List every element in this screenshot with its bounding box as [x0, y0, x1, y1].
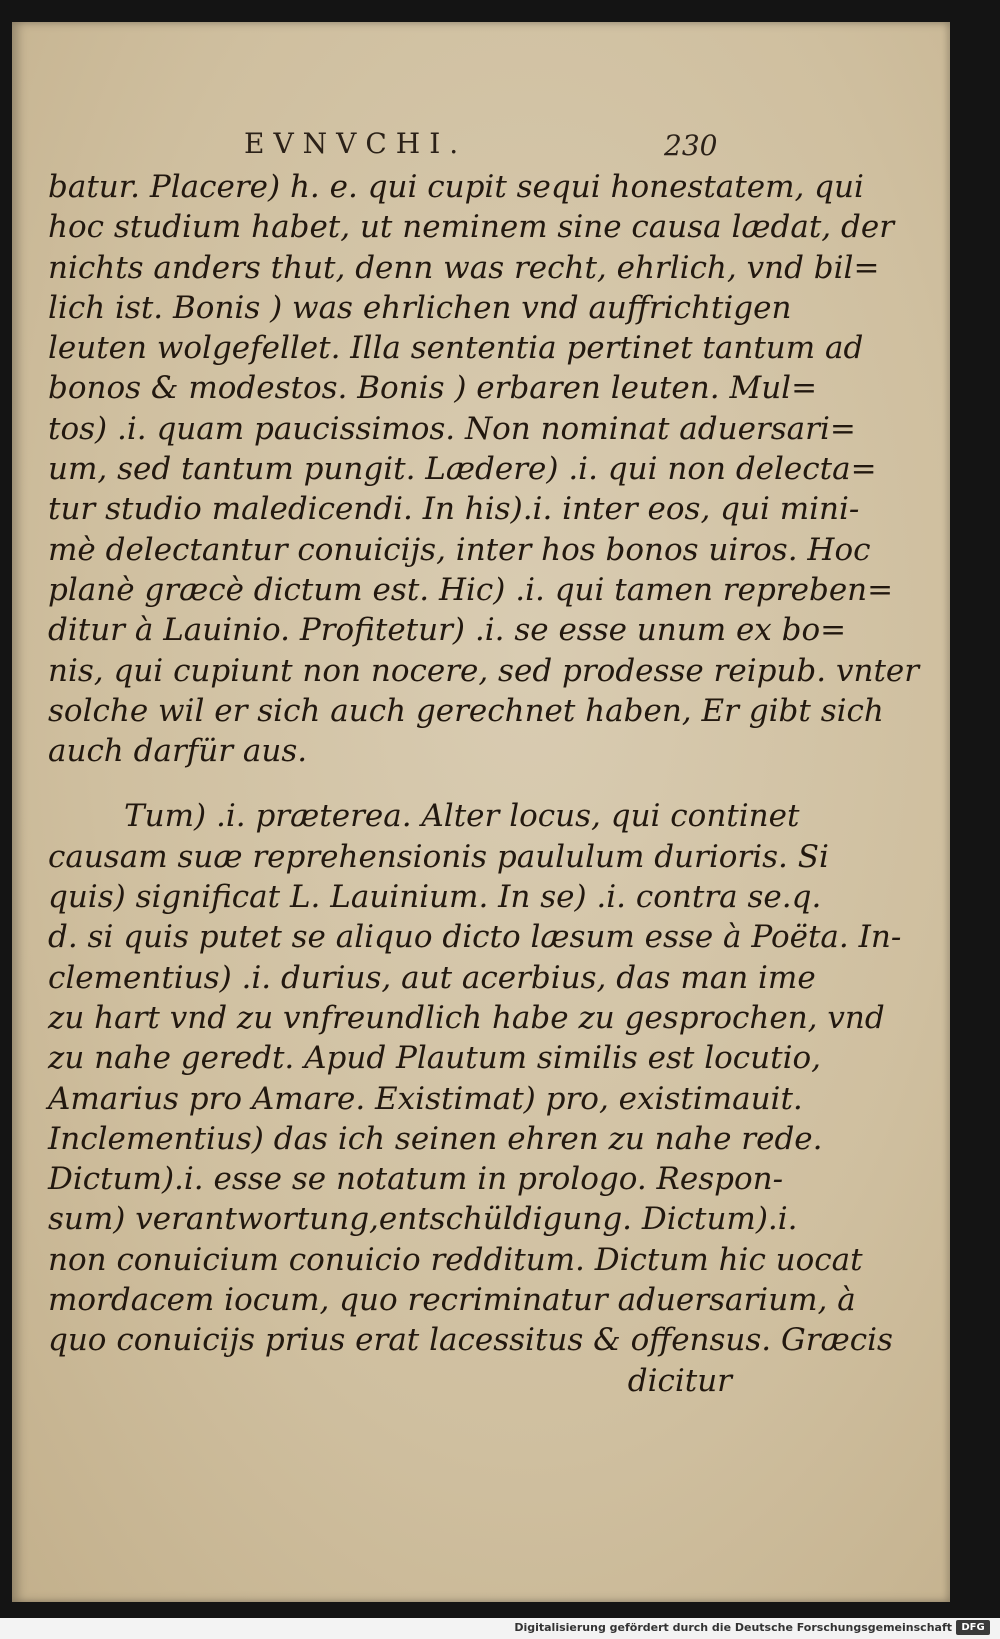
running-title: EVNVCHI.: [244, 127, 468, 160]
text-line: leuten wolgefellet. Illa sententia pertinet tantum ad: [48, 330, 864, 367]
text-line: tos) .i. quam paucissimos. Non nominat aduersari=: [48, 410, 856, 447]
dfg-logo-icon: DFG: [956, 1620, 990, 1635]
funding-credit: Digitalisierung gefördert durch die Deutsche Forschungsgemeinschaft: [514, 1621, 952, 1634]
text-line: zu hart vnd zu vnfreundlich habe zu gesprochen, vnd: [48, 999, 885, 1036]
text-line: ditur à Lauinio. Profitetur) .i. se esse unum ex bo=: [48, 612, 847, 649]
text-line: hoc studium habet, ut neminem sine causa lædat, der: [48, 209, 895, 246]
text-line: planè græcè dictum est. Hic) .i. qui tamen repreben=: [48, 571, 894, 608]
text-line: nis, qui cupiunt non nocere, sed prodesse reipub. vnter: [48, 652, 920, 689]
text-line: Dictum).i. esse se notatum in prologo. Respon-: [48, 1161, 784, 1198]
text-line: quo conuicijs prius erat lacessitus & offensus. Græcis: [48, 1322, 893, 1359]
text-line: non conuicium conuicio redditum. Dictum hic uocat: [48, 1241, 863, 1278]
text-line: mè delectantur conuicijs, inter hos bonos uiros. Hoc: [48, 531, 871, 568]
text-line: bonos & modestos. Bonis ) erbaren leuten. Mul=: [48, 370, 818, 407]
text-line: solche wil er sich auch gerechnet haben, Er gibt sich: [48, 692, 884, 729]
text-line: sum) verantwortung,entschüldigung. Dictum).i.: [48, 1201, 798, 1238]
text-line: Inclementius) das ich seinen ehren zu nahe rede.: [48, 1120, 823, 1157]
page-header: [12, 107, 950, 167]
text-line: zu nahe geredt. Apud Plautum similis est locutio,: [48, 1040, 822, 1077]
footer-bar: [0, 1618, 1000, 1639]
page-number: 230: [664, 129, 718, 162]
page-text: [48, 167, 920, 1401]
text-line: Tum) .i. præterea. Alter locus, qui continet: [124, 798, 800, 835]
text-line: d. si quis putet se aliquo dicto læsum esse à Poëta. In-: [48, 919, 902, 956]
paragraph-gap: [48, 771, 738, 796]
text-line: nichts anders thut, denn was recht, ehrlich, vnd bil=: [48, 249, 880, 286]
text-line: Amarius pro Amare. Existimat) pro, existimauit.: [48, 1080, 803, 1117]
text-line: batur. Placere) h. e. qui cupit sequi honestatem, qui: [48, 169, 864, 205]
text-line: um, sed tantum pungit. Lædere) .i. qui non delecta=: [48, 451, 877, 488]
text-line: auch darfür aus.: [48, 733, 308, 770]
text-line: tur studio maledicendi. In his).i. inter eos, qui mini-: [48, 491, 860, 528]
text-line: quis) significat L. Lauinium. In se) .i. contra se.q.: [48, 879, 822, 916]
text-line: causam suæ reprehensionis paululum durioris. Si: [48, 838, 829, 875]
text-line: clementius) .i. durius, aut acerbius, das man ime: [48, 959, 816, 996]
text-line: mordacem iocum, quo recriminatur aduersarium, à: [48, 1282, 856, 1319]
catchword: dicitur: [627, 1362, 732, 1399]
book-page: [12, 22, 950, 1602]
text-line: lich ist. Bonis ) was ehrlichen vnd auffrichtigen: [48, 289, 792, 326]
